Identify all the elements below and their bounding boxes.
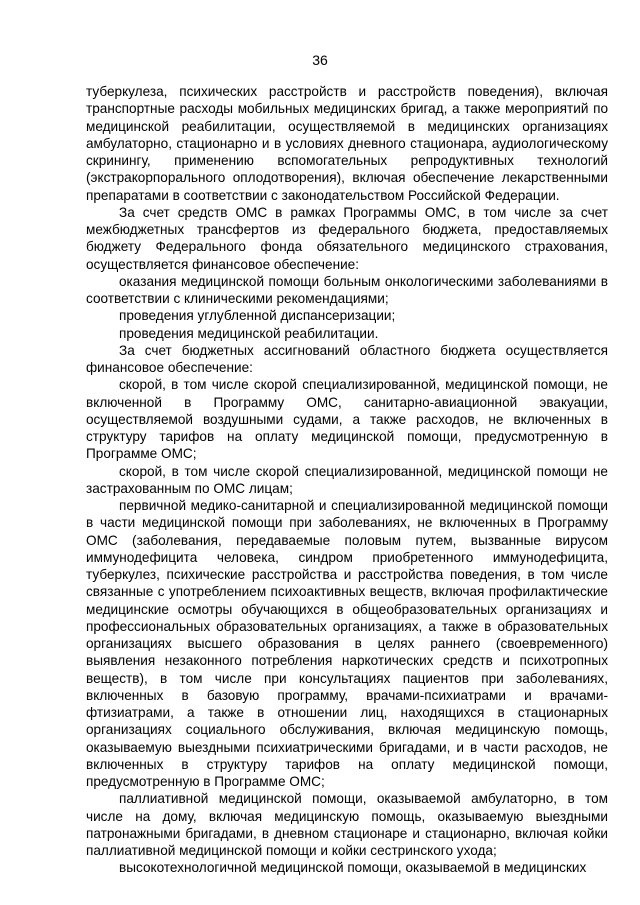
list-item-oncology: оказания медицинской помощи больным онкологическими заболеваниями в соответствии с клиническими рекомендациями; — [86, 273, 608, 306]
list-item-rehabilitation: проведения медицинской реабилитации. — [119, 325, 379, 341]
document-body — [86, 83, 608, 877]
paragraph-oms-funding: За счет средств ОМС в рамках Программы ОМС, в том числе за счет межбюджетных трансфертов из федерального бюджета, предоставляемых бюджету Федерального фонда обязательного медицинского страхования, осуществляется финансовое обеспечение: — [86, 204, 608, 272]
list-item-high-tech-care: высокотехнологичной медицинской помощи, оказываемой в медицинских — [119, 860, 587, 876]
list-item-primary-care: первичной медико-санитарной и специализированной медицинской помощи в части медицинской помощи при заболеваниях, не включенных в Программу ОМС (заболевания, передаваемые половым путем, вызванные вирусом иммунодефицита человека, синдром приобретенного иммунодефицита, туберкулез, психические расстройства и расстройства поведения, в том числе связанные с употреблением психоактивных веществ, включая профилактические медицинские осмотры обучающихся в общеобразовательных организациях и профессиональных образовательных организациях, а также в образовательных организациях высшего образования в целях раннего (своевременного) выявления незаконного потребления наркотических средств и психотропных веществ), в том числе при консультациях пациентов при заболеваниях, включенных в базовую программу, врачами-психиатрами и врачами-фтизиатрами, а также в отношении лиц, находящихся в стационарных организациях социального обслуживания, включая медицинскую помощь, оказываемую выездными психиатрическими бригадами, и в части расходов, не включенных в структуру тарифов на оплату медицинской помощи, предусмотренную в Программе ОМС; — [86, 498, 608, 789]
paragraph-regional-budget: За счет бюджетных ассигнований областного бюджета осуществляется финансовое обеспечение: — [86, 342, 608, 375]
list-item-uninsured-emergency: скорой, в том числе скорой специализированной, медицинской помощи не застрахованным по ОМС лицам; — [86, 463, 608, 496]
paragraph-continuation: туберкулеза, психических расстройств и расстройств поведения), включая транспортные расходы мобильных медицинских бригад, а также мероприятий по медицинской реабилитации, осуществляемой в медицинских организациях амбулаторно, стационарно и в условиях дневного стационара, аудиологическому скринингу, применению вспомогательных репродуктивных технологий (экстракорпорального оплодотворения), включая обеспечение лекарственными препаратами в соответствии с законодательством Российской Федерации. — [86, 84, 608, 203]
list-item-dispensary: проведения углубленной диспансеризации; — [119, 308, 396, 324]
list-item-palliative-care: паллиативной медицинской помощи, оказываемой амбулаторно, в том числе на дому, включая медицинскую помощь, оказываемую выездными патронажными бригадами, в дневном стационаре и стационарно, включая койки паллиативной медицинской помощи и койки сестринского ухода; — [86, 791, 608, 858]
page-number: 36 — [312, 52, 328, 68]
list-item-emergency-care: скорой, в том числе скорой специализированной, медицинской помощи, не включенной в Программу ОМС, санитарно-авиационной эвакуации, осуществляемой воздушными судами, а также расходов, не включенных в структуру тарифов на оплату медицинской помощи, предусмотренную в Программе ОМС; — [86, 377, 608, 462]
